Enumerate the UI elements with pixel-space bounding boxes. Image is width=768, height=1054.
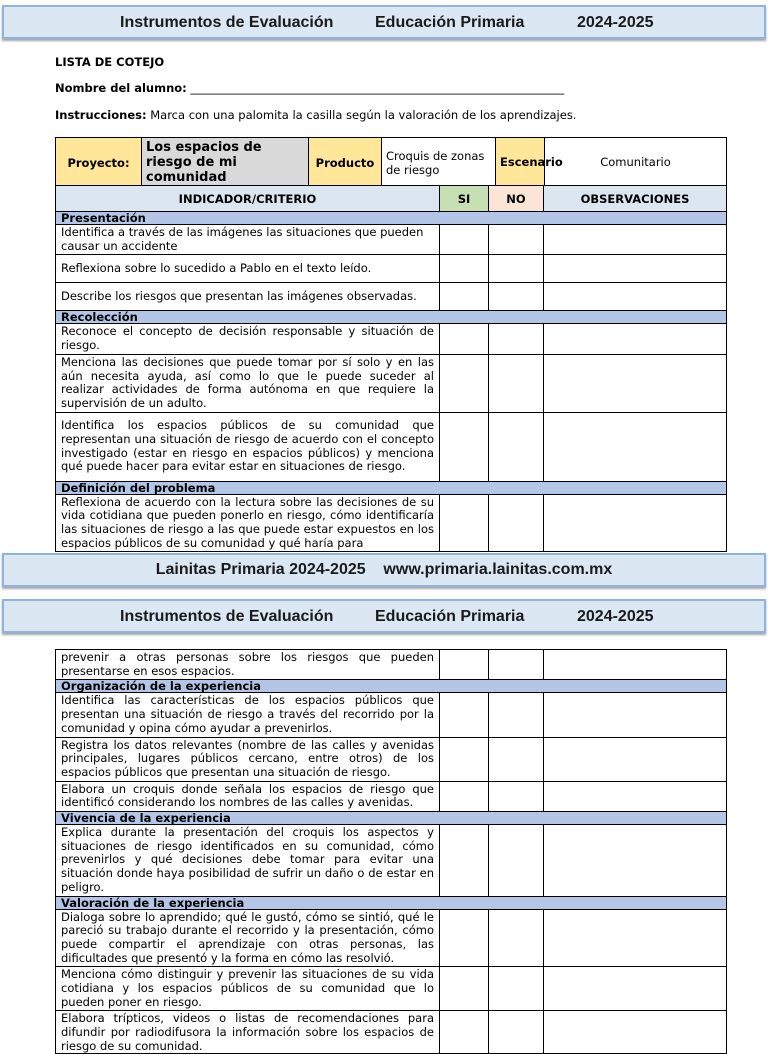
si-checkbox-cell[interactable] [440,225,489,255]
section-row [56,896,727,909]
section-row [56,212,727,225]
header-year: 2024-2025 [577,14,654,31]
section-presentacion: Presentación [56,212,727,225]
observations-cell[interactable] [544,324,727,354]
observations-cell[interactable] [544,737,727,781]
si-checkbox-cell[interactable] [440,1011,489,1054]
no-checkbox-cell[interactable] [489,225,544,255]
no-checkbox-cell[interactable] [489,825,544,897]
section-row [56,481,727,494]
criterion-text: prevenir a otras personas sobre los riesgos que pueden presentarse en esos espacios. [56,650,440,680]
criterion-text: Identifica a través de las imágenes las situaciones que pueden causar un accidente [56,225,440,255]
no-checkbox-cell[interactable] [489,650,544,680]
si-checkbox-cell[interactable] [440,494,489,551]
section-vivencia: Vivencia de la experiencia [56,812,727,825]
table-row [56,255,727,283]
no-checkbox-cell[interactable] [489,693,544,737]
observations-cell[interactable] [544,1011,727,1054]
checklist-table-page-1 [55,137,727,188]
table-row [56,693,727,737]
no-checkbox-cell[interactable] [489,494,544,551]
table-row [56,650,727,680]
section-definicion-problema: Definición del problema [56,481,727,494]
criterion-text: Menciona cómo distinguir y prevenir las situaciones de su vida cotidiana y los espacios públicos de su comunidad que lo pueden poner en riesgo. [56,967,440,1011]
si-checkbox-cell[interactable] [440,781,489,811]
criterion-text: Identifica los espacios públicos de su comunidad que representan una situación de riesgo de acuerdo con el concepto investigado (estar en riesgo en espacios públicos) y menciona qué puede hacer para evitar estar en situaciones de riesgo. [56,412,440,481]
observations-cell[interactable] [544,354,727,412]
criterion-text: Explica durante la presentación del croquis los aspectos y situaciones de riesgo identificados en su comunidad, cómo prevenirlos y qué decisiones debe tomar para evitar una situación donde haya posibilidad de sufrir un daño o de estar en peligro. [56,825,440,897]
no-checkbox-cell[interactable] [489,909,544,967]
student-name-line: _________________________________________________________________ [190,81,565,95]
section-organizacion: Organización de la experiencia [56,680,727,693]
header-level: Educación Primaria [375,608,525,625]
no-checkbox-cell[interactable] [489,324,544,354]
header-title: Instrumentos de Evaluación [120,14,334,31]
criterion-text: Reconoce el concepto de decisión responsable y situación de riesgo. [56,324,440,354]
table-row [56,825,727,897]
observations-cell[interactable] [544,967,727,1011]
observations-cell[interactable] [544,225,727,255]
project-label: Proyecto: [56,138,142,188]
criterion-text [56,494,440,551]
instructions [55,108,576,122]
page-footer [2,553,766,587]
criterion-text: Identifica las características de los espacios públicos que presentan una situación de riesgo a través del recorrido por la comunidad y opina cómo ayudar a prevenirlos. [56,693,440,737]
table-row [56,737,727,781]
criteria-column-header: INDICADOR/CRITERIO [56,186,440,212]
table-row [56,781,727,811]
table-row [56,412,727,481]
criterion-text: Elabora un croquis donde señala los espacios de riesgo que identificó considerando los nombres de las calles y avenidas. [56,781,440,811]
si-column-header: SI [440,186,489,212]
instructions-text: Marca con una palomita la casilla según la valoración de los aprendizajes. [146,108,577,122]
table-row [56,283,727,311]
observations-cell[interactable] [544,650,727,680]
criteria-table-page-1 [55,185,727,552]
header-title: Instrumentos de Evaluación [120,608,334,625]
table-row [56,1011,727,1054]
no-checkbox-cell[interactable] [489,283,544,311]
observations-cell[interactable] [544,825,727,897]
observations-cell[interactable] [544,283,727,311]
section-valoracion: Valoración de la experiencia [56,896,727,909]
scenario-label: Escenario [496,138,545,188]
criterion-text: Menciona las decisiones que puede tomar por sí solo y en las aún necesita ayuda, así como lo que le puede suceder al realizar actividades de forma autónoma en que requiere la supervisión de un adulto. [56,354,440,412]
product-value: Croquis de zonas de riesgo [382,138,496,188]
table-row [56,354,727,412]
criterion-text: Registra los datos relevantes (nombre de las calles y avenidas principales, lugares públicos cercano, entre otros) de los espacios públicos que presentan una situación de riesgo. [56,737,440,781]
no-checkbox-cell[interactable] [489,354,544,412]
si-checkbox-cell[interactable] [440,324,489,354]
table-row [56,225,727,255]
observations-cell[interactable] [544,693,727,737]
no-checkbox-cell[interactable] [489,255,544,283]
section-row [56,680,727,693]
criterion-text: Describe los riesgos que presentan las imágenes observadas. [56,283,440,311]
si-checkbox-cell[interactable] [440,650,489,680]
si-checkbox-cell[interactable] [440,737,489,781]
si-checkbox-cell[interactable] [440,909,489,967]
no-checkbox-cell[interactable] [489,737,544,781]
si-checkbox-cell[interactable] [440,825,489,897]
table-row [56,494,727,551]
criteria-table-page-2 [55,649,727,1054]
student-name-field [55,81,564,95]
project-row [56,138,727,188]
scenario-value: Comunitario [545,138,727,188]
section-row [56,812,727,825]
page-header-2 [2,599,766,633]
criterion-text: Dialoga sobre lo aprendido; qué le gustó, cómo se sintió, qué le pareció su trabajo durante el recorrido y la presentación, cómo puede compartir el aprendizaje con otras personas, las dificultades que presentó y la forma en cómo las resolvió. [56,909,440,967]
document-title: LISTA DE COTEJO [55,55,165,69]
table-row [56,324,727,354]
si-checkbox-cell[interactable] [440,283,489,311]
no-checkbox-cell[interactable] [489,967,544,1011]
table-row [56,967,727,1011]
observations-cell[interactable] [544,255,727,283]
header-level: Educación Primaria [375,14,525,31]
instructions-label: Instrucciones: [55,108,147,122]
page-header [2,5,766,39]
product-label: Producto [309,138,382,188]
footer-text: Lainitas Primaria 2024-2025 www.primaria.lainitas.com.mx [155,561,613,578]
si-checkbox-cell[interactable] [440,354,489,412]
header-year: 2024-2025 [577,608,654,625]
observations-cell[interactable] [544,494,727,551]
observations-column-header: OBSERVACIONES [544,186,727,212]
criterion-text-content: Elabora trípticos, videos o listas de recomendaciones para difundir por radiodifusora la información sobre los espacios de riesgo de su comunidad. [61,1011,434,1053]
criterion-text: Reflexiona sobre lo sucedido a Pablo en el texto leído. [56,255,440,283]
no-column-header: NO [489,186,544,212]
no-checkbox-cell[interactable] [489,412,544,481]
observations-cell[interactable] [544,781,727,811]
si-checkbox-cell[interactable] [440,967,489,1011]
table-header-row [56,186,727,212]
no-checkbox-cell[interactable] [489,781,544,811]
student-name-label: Nombre del alumno: [55,81,187,95]
criterion-text [56,1011,440,1054]
table-row [56,909,727,967]
criterion-text-content: Reflexiona de acuerdo con la lectura sobre las decisiones de su vida cotidiana que pueden ponerlo en riesgo, cómo identificaría las situaciones de riesgo a las que puede estar expuestos en los espacios públicos de su comunidad y qué haría para [61,494,434,550]
section-recoleccion: Recolección [56,311,727,324]
section-row [56,311,727,324]
observations-cell[interactable] [544,909,727,967]
si-checkbox-cell[interactable] [440,412,489,481]
no-checkbox-cell[interactable] [489,1011,544,1054]
project-value: Los espacios de riesgo de mi comunidad [142,138,309,188]
si-checkbox-cell[interactable] [440,255,489,283]
si-checkbox-cell[interactable] [440,693,489,737]
observations-cell[interactable] [544,412,727,481]
